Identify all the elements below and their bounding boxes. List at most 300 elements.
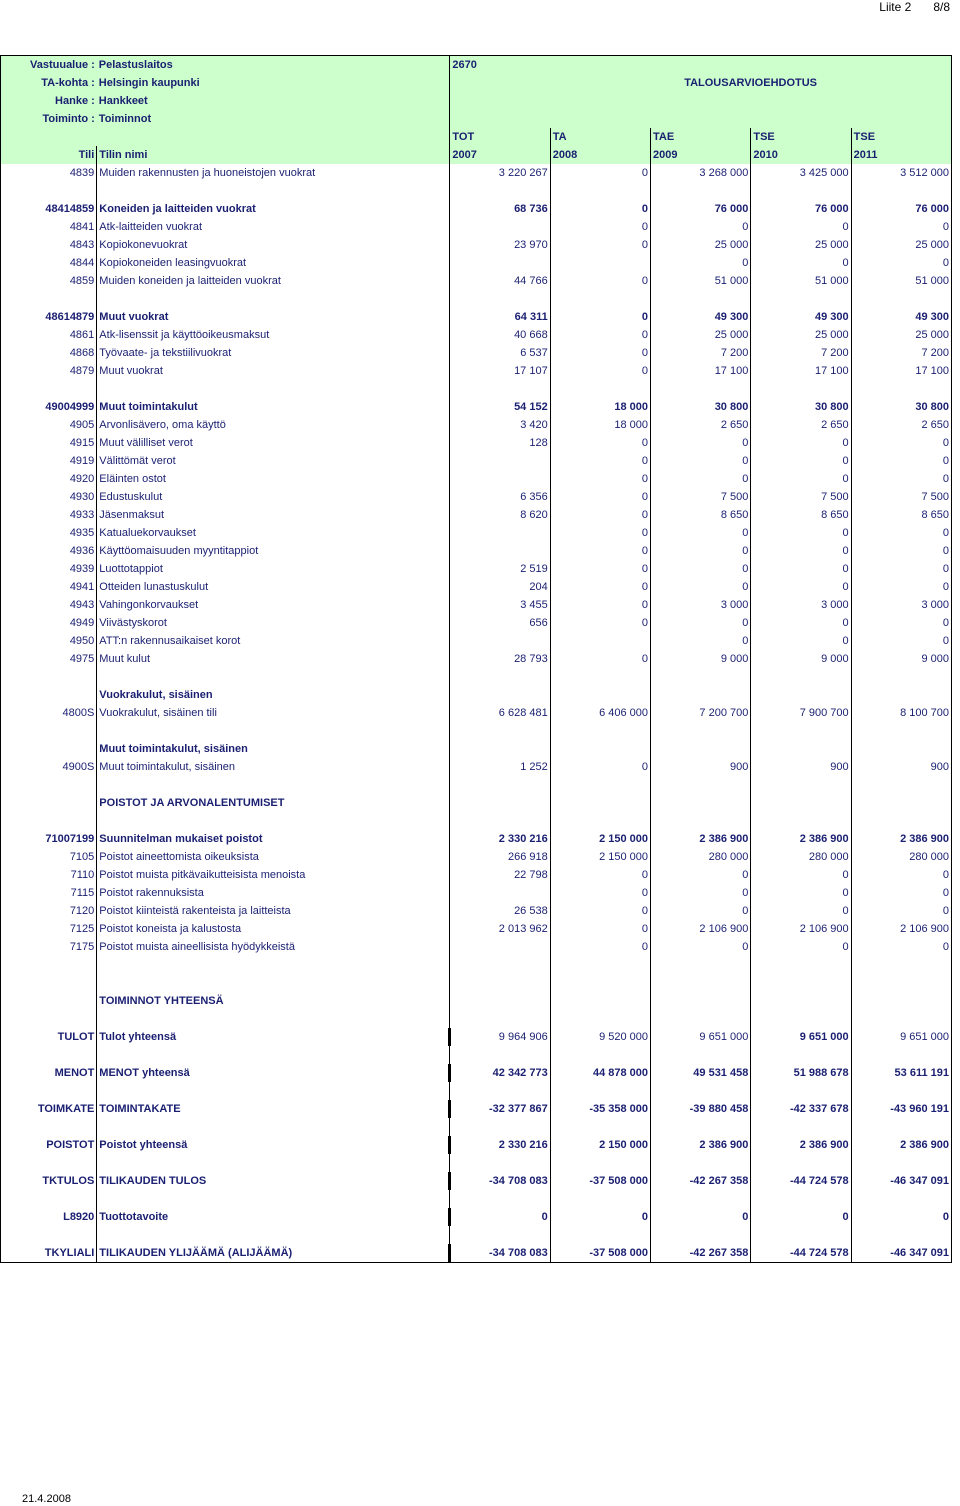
account-name: Muut toimintakulut, sisäinen <box>97 740 450 758</box>
value-2008: -37 508 000 <box>550 1244 650 1263</box>
value-2011: 9 000 <box>851 650 951 668</box>
value-2009: 0 <box>651 524 751 542</box>
value-2007: -32 377 867 <box>450 1100 550 1118</box>
account-name: Muut toimintakulut <box>97 398 450 416</box>
value-2008: 0 <box>550 1208 650 1226</box>
account-name: Vuokrakulut, sisäinen <box>97 686 450 704</box>
value-2010: 0 <box>751 452 851 470</box>
table-row <box>1 830 952 848</box>
value-2009: 0 <box>651 218 751 236</box>
account-code: 4919 <box>1 452 97 470</box>
value-2009: 7 500 <box>651 488 751 506</box>
value-2010: 0 <box>751 902 851 920</box>
spacer-row <box>1 722 952 740</box>
budget-table <box>0 55 952 1263</box>
col-type-4: TSE <box>751 128 851 146</box>
table-row <box>1 560 952 578</box>
value-2010: 51 988 678 <box>751 1064 851 1082</box>
col-type-2: TA <box>550 128 650 146</box>
value-2009: -42 267 358 <box>651 1172 751 1190</box>
hanke-value: Hankkeet <box>97 92 450 110</box>
table-row <box>1 794 952 812</box>
table-row <box>1 1100 952 1118</box>
value-2011: 8 650 <box>851 506 951 524</box>
hanke-label: Hanke : <box>1 92 97 110</box>
value-2009: 0 <box>651 902 751 920</box>
value-2008: 0 <box>550 326 650 344</box>
year-4: 2010 <box>751 146 851 164</box>
table-row <box>1 992 952 1010</box>
spacer-row <box>1 974 952 992</box>
header-number: 2670 <box>450 56 550 75</box>
col-type-5: TSE <box>851 128 951 146</box>
value-2008: 44 878 000 <box>550 1064 650 1082</box>
value-2011: 49 300 <box>851 308 951 326</box>
account-name: Poistot muista aineellisista hyödykkeistä <box>97 938 450 956</box>
value-2011: -43 960 191 <box>851 1100 951 1118</box>
value-2007: 54 152 <box>450 398 550 416</box>
account-code: 4839 <box>1 164 97 182</box>
table-row <box>1 452 952 470</box>
value-2009: 0 <box>651 938 751 956</box>
account-code: 48614879 <box>1 308 97 326</box>
table-row <box>1 938 952 956</box>
value-2010: -44 724 578 <box>751 1244 851 1263</box>
year-2: 2008 <box>550 146 650 164</box>
value-2009: 0 <box>651 560 751 578</box>
account-code: 71007199 <box>1 830 97 848</box>
table-row <box>1 344 952 362</box>
value-2007: 22 798 <box>450 866 550 884</box>
table-row <box>1 1244 952 1263</box>
table-row <box>1 884 952 902</box>
value-2007: 3 220 267 <box>450 164 550 182</box>
year-1: 2007 <box>450 146 550 164</box>
account-name: Kopiokoneiden leasingvuokrat <box>97 254 450 272</box>
value-2008 <box>550 794 650 812</box>
value-2011: 0 <box>851 1208 951 1226</box>
value-2008 <box>550 254 650 272</box>
account-code <box>1 794 97 812</box>
value-2011: 2 650 <box>851 416 951 434</box>
value-2011: 0 <box>851 218 951 236</box>
table-row <box>1 740 952 758</box>
value-2010: 8 650 <box>751 506 851 524</box>
table-row <box>1 866 952 884</box>
value-2007: 3 420 <box>450 416 550 434</box>
spacer-row <box>1 1190 952 1208</box>
value-2007 <box>450 470 550 488</box>
col-type-1: TOT <box>450 128 550 146</box>
value-2007: 8 620 <box>450 506 550 524</box>
account-name: Katualuekorvaukset <box>97 524 450 542</box>
value-2010: -42 337 678 <box>751 1100 851 1118</box>
account-code: POISTOT <box>1 1136 97 1154</box>
account-code: L8920 <box>1 1208 97 1226</box>
value-2011: 7 200 <box>851 344 951 362</box>
value-2009: 49 531 458 <box>651 1064 751 1082</box>
value-2008 <box>550 992 650 1010</box>
value-2008 <box>550 686 650 704</box>
value-2011: 280 000 <box>851 848 951 866</box>
value-2011: 30 800 <box>851 398 951 416</box>
value-2009: 900 <box>651 758 751 776</box>
page-number: 8/8 <box>933 0 950 14</box>
value-2011: 2 386 900 <box>851 830 951 848</box>
value-2007: 656 <box>450 614 550 632</box>
account-code: TKYLIALI <box>1 1244 97 1263</box>
account-name: Koneiden ja laitteiden vuokrat <box>97 200 450 218</box>
value-2010: 900 <box>751 758 851 776</box>
value-2010: 2 386 900 <box>751 1136 851 1154</box>
tilinimi-header: Tilin nimi <box>97 146 450 164</box>
value-2009 <box>651 992 751 1010</box>
value-2007: 3 455 <box>450 596 550 614</box>
value-2008: 2 150 000 <box>550 848 650 866</box>
value-2010: 0 <box>751 938 851 956</box>
value-2008: 0 <box>550 200 650 218</box>
table-row <box>1 1064 952 1082</box>
value-2010: 0 <box>751 218 851 236</box>
value-2008: 0 <box>550 506 650 524</box>
value-2009: 0 <box>651 866 751 884</box>
value-2009: 25 000 <box>651 236 751 254</box>
account-code: 7125 <box>1 920 97 938</box>
value-2010: 2 650 <box>751 416 851 434</box>
spacer-row <box>1 776 952 794</box>
account-code: 7110 <box>1 866 97 884</box>
value-2007: 44 766 <box>450 272 550 290</box>
value-2011 <box>851 794 951 812</box>
header-row-vastuualue <box>1 56 952 75</box>
value-2011: 0 <box>851 884 951 902</box>
value-2010: 0 <box>751 434 851 452</box>
value-2008: 0 <box>550 920 650 938</box>
spacer-row <box>1 380 952 398</box>
value-2007 <box>450 938 550 956</box>
value-2010: 0 <box>751 614 851 632</box>
value-2011: 51 000 <box>851 272 951 290</box>
account-name: Viivästyskorot <box>97 614 450 632</box>
value-2007: 128 <box>450 434 550 452</box>
value-2007: 64 311 <box>450 308 550 326</box>
account-name: Atk-lisenssit ja käyttöoikeusmaksut <box>97 326 450 344</box>
value-2011: 0 <box>851 902 951 920</box>
account-name: TOIMINNOT YHTEENSÄ <box>97 992 450 1010</box>
value-2008: 0 <box>550 758 650 776</box>
account-code: TOIMKATE <box>1 1100 97 1118</box>
header-row-hanke <box>1 92 952 110</box>
value-2011: 53 611 191 <box>851 1064 951 1082</box>
account-name: Poistot aineettomista oikeuksista <box>97 848 450 866</box>
table-row <box>1 1208 952 1226</box>
value-2007: -34 708 083 <box>450 1172 550 1190</box>
appendix-label: Liite 2 <box>879 0 912 14</box>
account-name: TILIKAUDEN YLIJÄÄMÄ (ALIJÄÄMÄ) <box>97 1244 450 1263</box>
table-row <box>1 596 952 614</box>
value-2008: 0 <box>550 650 650 668</box>
table-row <box>1 470 952 488</box>
value-2007: 6 628 481 <box>450 704 550 722</box>
value-2009 <box>651 686 751 704</box>
value-2011: 0 <box>851 560 951 578</box>
value-2011: 0 <box>851 254 951 272</box>
account-name: Otteiden lunastuskulut <box>97 578 450 596</box>
account-name: Käyttöomaisuuden myyntitappiot <box>97 542 450 560</box>
header-row-toiminto <box>1 110 952 128</box>
table-row <box>1 632 952 650</box>
table-row <box>1 848 952 866</box>
account-code: 4920 <box>1 470 97 488</box>
value-2010: 7 500 <box>751 488 851 506</box>
value-2010: 25 000 <box>751 326 851 344</box>
value-2009: 0 <box>651 470 751 488</box>
account-name: Kopiokonevuokrat <box>97 236 450 254</box>
value-2008: 0 <box>550 614 650 632</box>
account-code: 7115 <box>1 884 97 902</box>
value-2007 <box>450 218 550 236</box>
value-2008: 0 <box>550 218 650 236</box>
value-2007 <box>450 452 550 470</box>
value-2008: 2 150 000 <box>550 1136 650 1154</box>
value-2010: 0 <box>751 632 851 650</box>
value-2011: 0 <box>851 614 951 632</box>
account-name: Tuottotavoite <box>97 1208 450 1226</box>
account-name: Muut vuokrat <box>97 308 450 326</box>
account-name: Tulot yhteensä <box>97 1028 450 1046</box>
account-code: 4930 <box>1 488 97 506</box>
value-2010: 17 100 <box>751 362 851 380</box>
value-2008: -37 508 000 <box>550 1172 650 1190</box>
value-2009: 9 000 <box>651 650 751 668</box>
value-2009: 30 800 <box>651 398 751 416</box>
value-2007: 2 519 <box>450 560 550 578</box>
account-code: 7105 <box>1 848 97 866</box>
value-2009: 0 <box>651 542 751 560</box>
account-code: 4879 <box>1 362 97 380</box>
value-2008: 0 <box>550 236 650 254</box>
spacer-row <box>1 956 952 974</box>
account-code: 4843 <box>1 236 97 254</box>
value-2008: 18 000 <box>550 416 650 434</box>
value-2011: 25 000 <box>851 326 951 344</box>
table-row <box>1 488 952 506</box>
value-2007: 40 668 <box>450 326 550 344</box>
spacer-row <box>1 1046 952 1064</box>
value-2011: 0 <box>851 938 951 956</box>
value-2008: 0 <box>550 308 650 326</box>
value-2008: 0 <box>550 272 650 290</box>
table-row <box>1 308 952 326</box>
account-code: 4933 <box>1 506 97 524</box>
account-code: 4975 <box>1 650 97 668</box>
account-name: Suunnitelman mukaiset poistot <box>97 830 450 848</box>
value-2008: 0 <box>550 542 650 560</box>
account-name: Muut vuokrat <box>97 362 450 380</box>
value-2010: 9 651 000 <box>751 1028 851 1046</box>
value-2009: 49 300 <box>651 308 751 326</box>
value-2007: 68 736 <box>450 200 550 218</box>
footer-date: 21.4.2008 <box>22 1493 71 1505</box>
table-row <box>1 650 952 668</box>
account-code: 4800S <box>1 704 97 722</box>
value-2011: 3 000 <box>851 596 951 614</box>
value-2007 <box>450 542 550 560</box>
value-2011: 7 500 <box>851 488 951 506</box>
budget-title: TALOUSARVIOEHDOTUS <box>550 74 951 92</box>
value-2011: 0 <box>851 632 951 650</box>
account-name: Vuokrakulut, sisäinen tili <box>97 704 450 722</box>
table-row <box>1 272 952 290</box>
table-row <box>1 254 952 272</box>
spacer-row <box>1 1010 952 1028</box>
table-row <box>1 362 952 380</box>
value-2010: 0 <box>751 560 851 578</box>
account-name: Työvaate- ja tekstiilivuokrat <box>97 344 450 362</box>
toiminto-value: Toiminnot <box>97 110 450 128</box>
table-row <box>1 164 952 182</box>
account-code: 4939 <box>1 560 97 578</box>
spacer-row <box>1 812 952 830</box>
value-2011: 0 <box>851 524 951 542</box>
spacer-row <box>1 1226 952 1244</box>
value-2011: 0 <box>851 452 951 470</box>
value-2009: 0 <box>651 614 751 632</box>
value-2010: 0 <box>751 1208 851 1226</box>
value-2009: 0 <box>651 452 751 470</box>
value-2009: 0 <box>651 578 751 596</box>
value-2010 <box>751 686 851 704</box>
spacer-row <box>1 1082 952 1100</box>
account-name: POISTOT JA ARVONALENTUMISET <box>97 794 450 812</box>
value-2010: -44 724 578 <box>751 1172 851 1190</box>
value-2011: 9 651 000 <box>851 1028 951 1046</box>
account-name: Edustuskulut <box>97 488 450 506</box>
value-2009 <box>651 794 751 812</box>
table-row <box>1 200 952 218</box>
account-code: TKTULOS <box>1 1172 97 1190</box>
value-2007: 0 <box>450 1208 550 1226</box>
value-2008: 0 <box>550 164 650 182</box>
value-2007: 266 918 <box>450 848 550 866</box>
value-2009: 7 200 700 <box>651 704 751 722</box>
toiminto-label: Toiminto : <box>1 110 97 128</box>
table-row <box>1 236 952 254</box>
value-2010: 0 <box>751 884 851 902</box>
table-row <box>1 218 952 236</box>
account-code: 4936 <box>1 542 97 560</box>
account-code: 4915 <box>1 434 97 452</box>
account-code: 4859 <box>1 272 97 290</box>
value-2011: 900 <box>851 758 951 776</box>
value-2008: -35 358 000 <box>550 1100 650 1118</box>
value-2007: 2 013 962 <box>450 920 550 938</box>
spacer-row <box>1 1154 952 1172</box>
account-code: 7175 <box>1 938 97 956</box>
account-name: Poistot yhteensä <box>97 1136 450 1154</box>
value-2009: 8 650 <box>651 506 751 524</box>
account-name: Luottotappiot <box>97 560 450 578</box>
value-2010: 3 000 <box>751 596 851 614</box>
value-2007 <box>450 992 550 1010</box>
account-code: 4900S <box>1 758 97 776</box>
value-2007 <box>450 686 550 704</box>
vastuualue-value: Pelastuslaitos <box>97 56 450 75</box>
value-2009: 17 100 <box>651 362 751 380</box>
account-code: 49004999 <box>1 398 97 416</box>
value-2011: 2 106 900 <box>851 920 951 938</box>
value-2007 <box>450 884 550 902</box>
table-row <box>1 1172 952 1190</box>
value-2011: 17 100 <box>851 362 951 380</box>
account-name: Atk-laitteiden vuokrat <box>97 218 450 236</box>
account-name: MENOT yhteensä <box>97 1064 450 1082</box>
value-2009: 51 000 <box>651 272 751 290</box>
value-2011 <box>851 686 951 704</box>
value-2007: 6 537 <box>450 344 550 362</box>
vastuualue-label: Vastuualue : <box>1 56 97 75</box>
value-2010: 0 <box>751 578 851 596</box>
tili-header: Tili <box>1 146 97 164</box>
table-row <box>1 524 952 542</box>
account-code: 4949 <box>1 614 97 632</box>
account-name: Jäsenmaksut <box>97 506 450 524</box>
table-row <box>1 902 952 920</box>
value-2010: 25 000 <box>751 236 851 254</box>
value-2009: 25 000 <box>651 326 751 344</box>
table-row <box>1 1136 952 1154</box>
takohta-value: Helsingin kaupunki <box>97 74 450 92</box>
value-2009: 280 000 <box>651 848 751 866</box>
account-name: TILIKAUDEN TULOS <box>97 1172 450 1190</box>
table-row <box>1 758 952 776</box>
value-2009: 3 000 <box>651 596 751 614</box>
table-row <box>1 398 952 416</box>
value-2007: 17 107 <box>450 362 550 380</box>
table-row <box>1 434 952 452</box>
value-2009: 0 <box>651 632 751 650</box>
account-name: Muut toimintakulut, sisäinen <box>97 758 450 776</box>
value-2009: -42 267 358 <box>651 1244 751 1263</box>
spacer-row <box>1 1118 952 1136</box>
account-code: MENOT <box>1 1064 97 1082</box>
value-2008: 18 000 <box>550 398 650 416</box>
table-row <box>1 326 952 344</box>
table-row <box>1 1028 952 1046</box>
value-2007 <box>450 254 550 272</box>
account-name: Muut kulut <box>97 650 450 668</box>
value-2011 <box>851 992 951 1010</box>
value-2010: 49 300 <box>751 308 851 326</box>
value-2010: 2 106 900 <box>751 920 851 938</box>
value-2007: 1 252 <box>450 758 550 776</box>
year-5: 2011 <box>851 146 951 164</box>
value-2011 <box>851 740 951 758</box>
value-2010: 9 000 <box>751 650 851 668</box>
value-2009: 0 <box>651 434 751 452</box>
value-2008: 0 <box>550 596 650 614</box>
value-2011: 8 100 700 <box>851 704 951 722</box>
value-2007: 23 970 <box>450 236 550 254</box>
value-2007: 42 342 773 <box>450 1064 550 1082</box>
account-name: Muut välilliset verot <box>97 434 450 452</box>
account-code <box>1 740 97 758</box>
table-row <box>1 920 952 938</box>
value-2010: 0 <box>751 470 851 488</box>
value-2008: 0 <box>550 902 650 920</box>
value-2008: 6 406 000 <box>550 704 650 722</box>
value-2007: 2 330 216 <box>450 830 550 848</box>
